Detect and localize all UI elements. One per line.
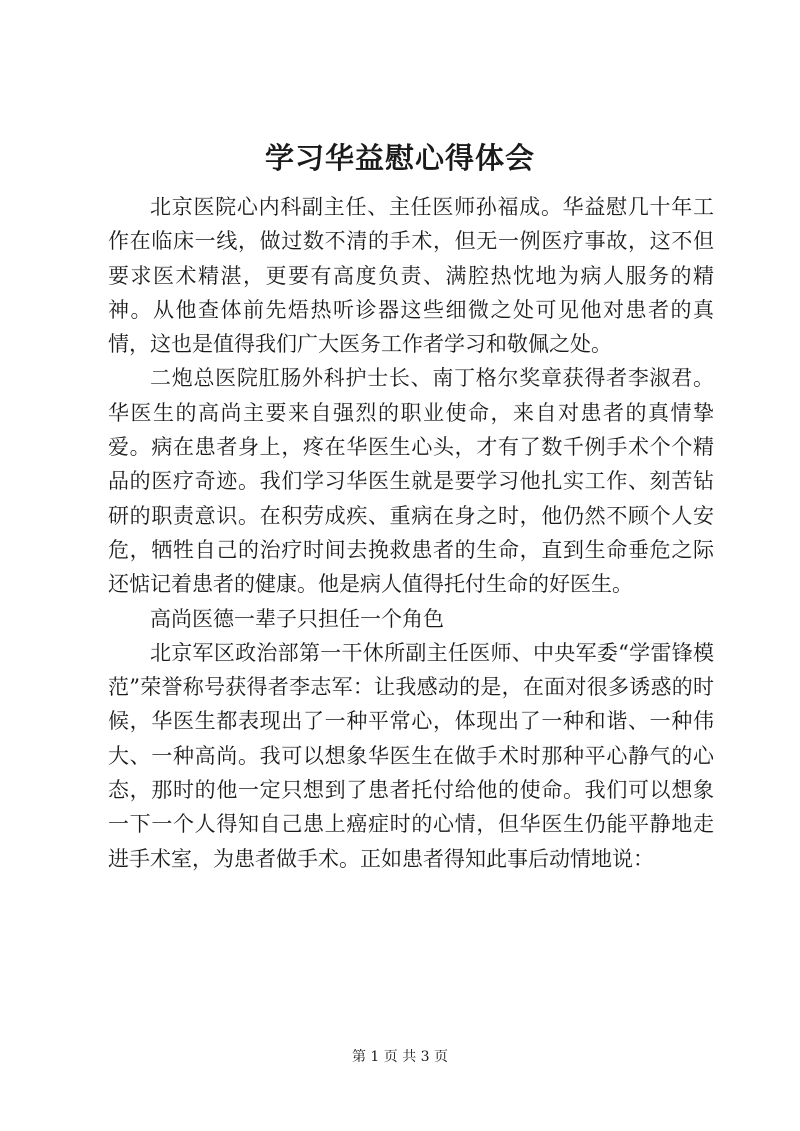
page-footer: 第 1 页 共 3 页 — [351, 1049, 449, 1065]
document-title: 学习华益慰心得体会 — [264, 141, 535, 175]
section-heading: 高尚医德一辈子只担任一个角色 — [150, 606, 444, 631]
paragraph: 北京医院心内科副主任、主任医师孙福成。华益慰几十年工作在临床一线，做过数不清的手术，但无一例医疗事故，这不但要求医术精湛，更要有高度负责、满腔热忱地为病人服务的精神。从他查体前先焐热听诊器这些细微之处可见他对患者的真情，这也是值得我们广大医务工作者学习和敬佩之处。 — [108, 195, 714, 357]
document-body — [108, 190, 714, 876]
paragraph: 二炮总医院肛肠外科护士长、南丁格尔奖章获得者李淑君。华医生的高尚主要来自强烈的职业使命，来自对患者的真情挚爱。病在患者身上，疼在华医生心头，才有了数千例手术个个精品的医疗奇迹。我们学习华医生就是要学习他扎实工作、刻苦钻研的职责意识。在积劳成疾、重病在身之时，他仍然不顾个人安危，牺牲自己的治疗时间去挽救患者的生命，直到生命垂危之际还惦记着患者的健康。他是病人值得托付生命的好医生。 — [108, 366, 714, 597]
paragraph: 北京军区政治部第一干休所副主任医师、中央军委“学雷锋模范”荣誉称号获得者李志军：让我感动的是，在面对很多诱惑的时候，华医生都表现出了一种平常心，体现出了一种和谐、一种伟大、一种高尚。我可以想象华医生在做手术时那种平心静气的心态，那时的他一定只想到了患者托付给他的使命。我们可以想象一下一个人得知自己患上癌症时的心情，但华医生仍能平静地走进手术室，为患者做手术。正如患者得知此事后动情地说： — [108, 640, 714, 871]
